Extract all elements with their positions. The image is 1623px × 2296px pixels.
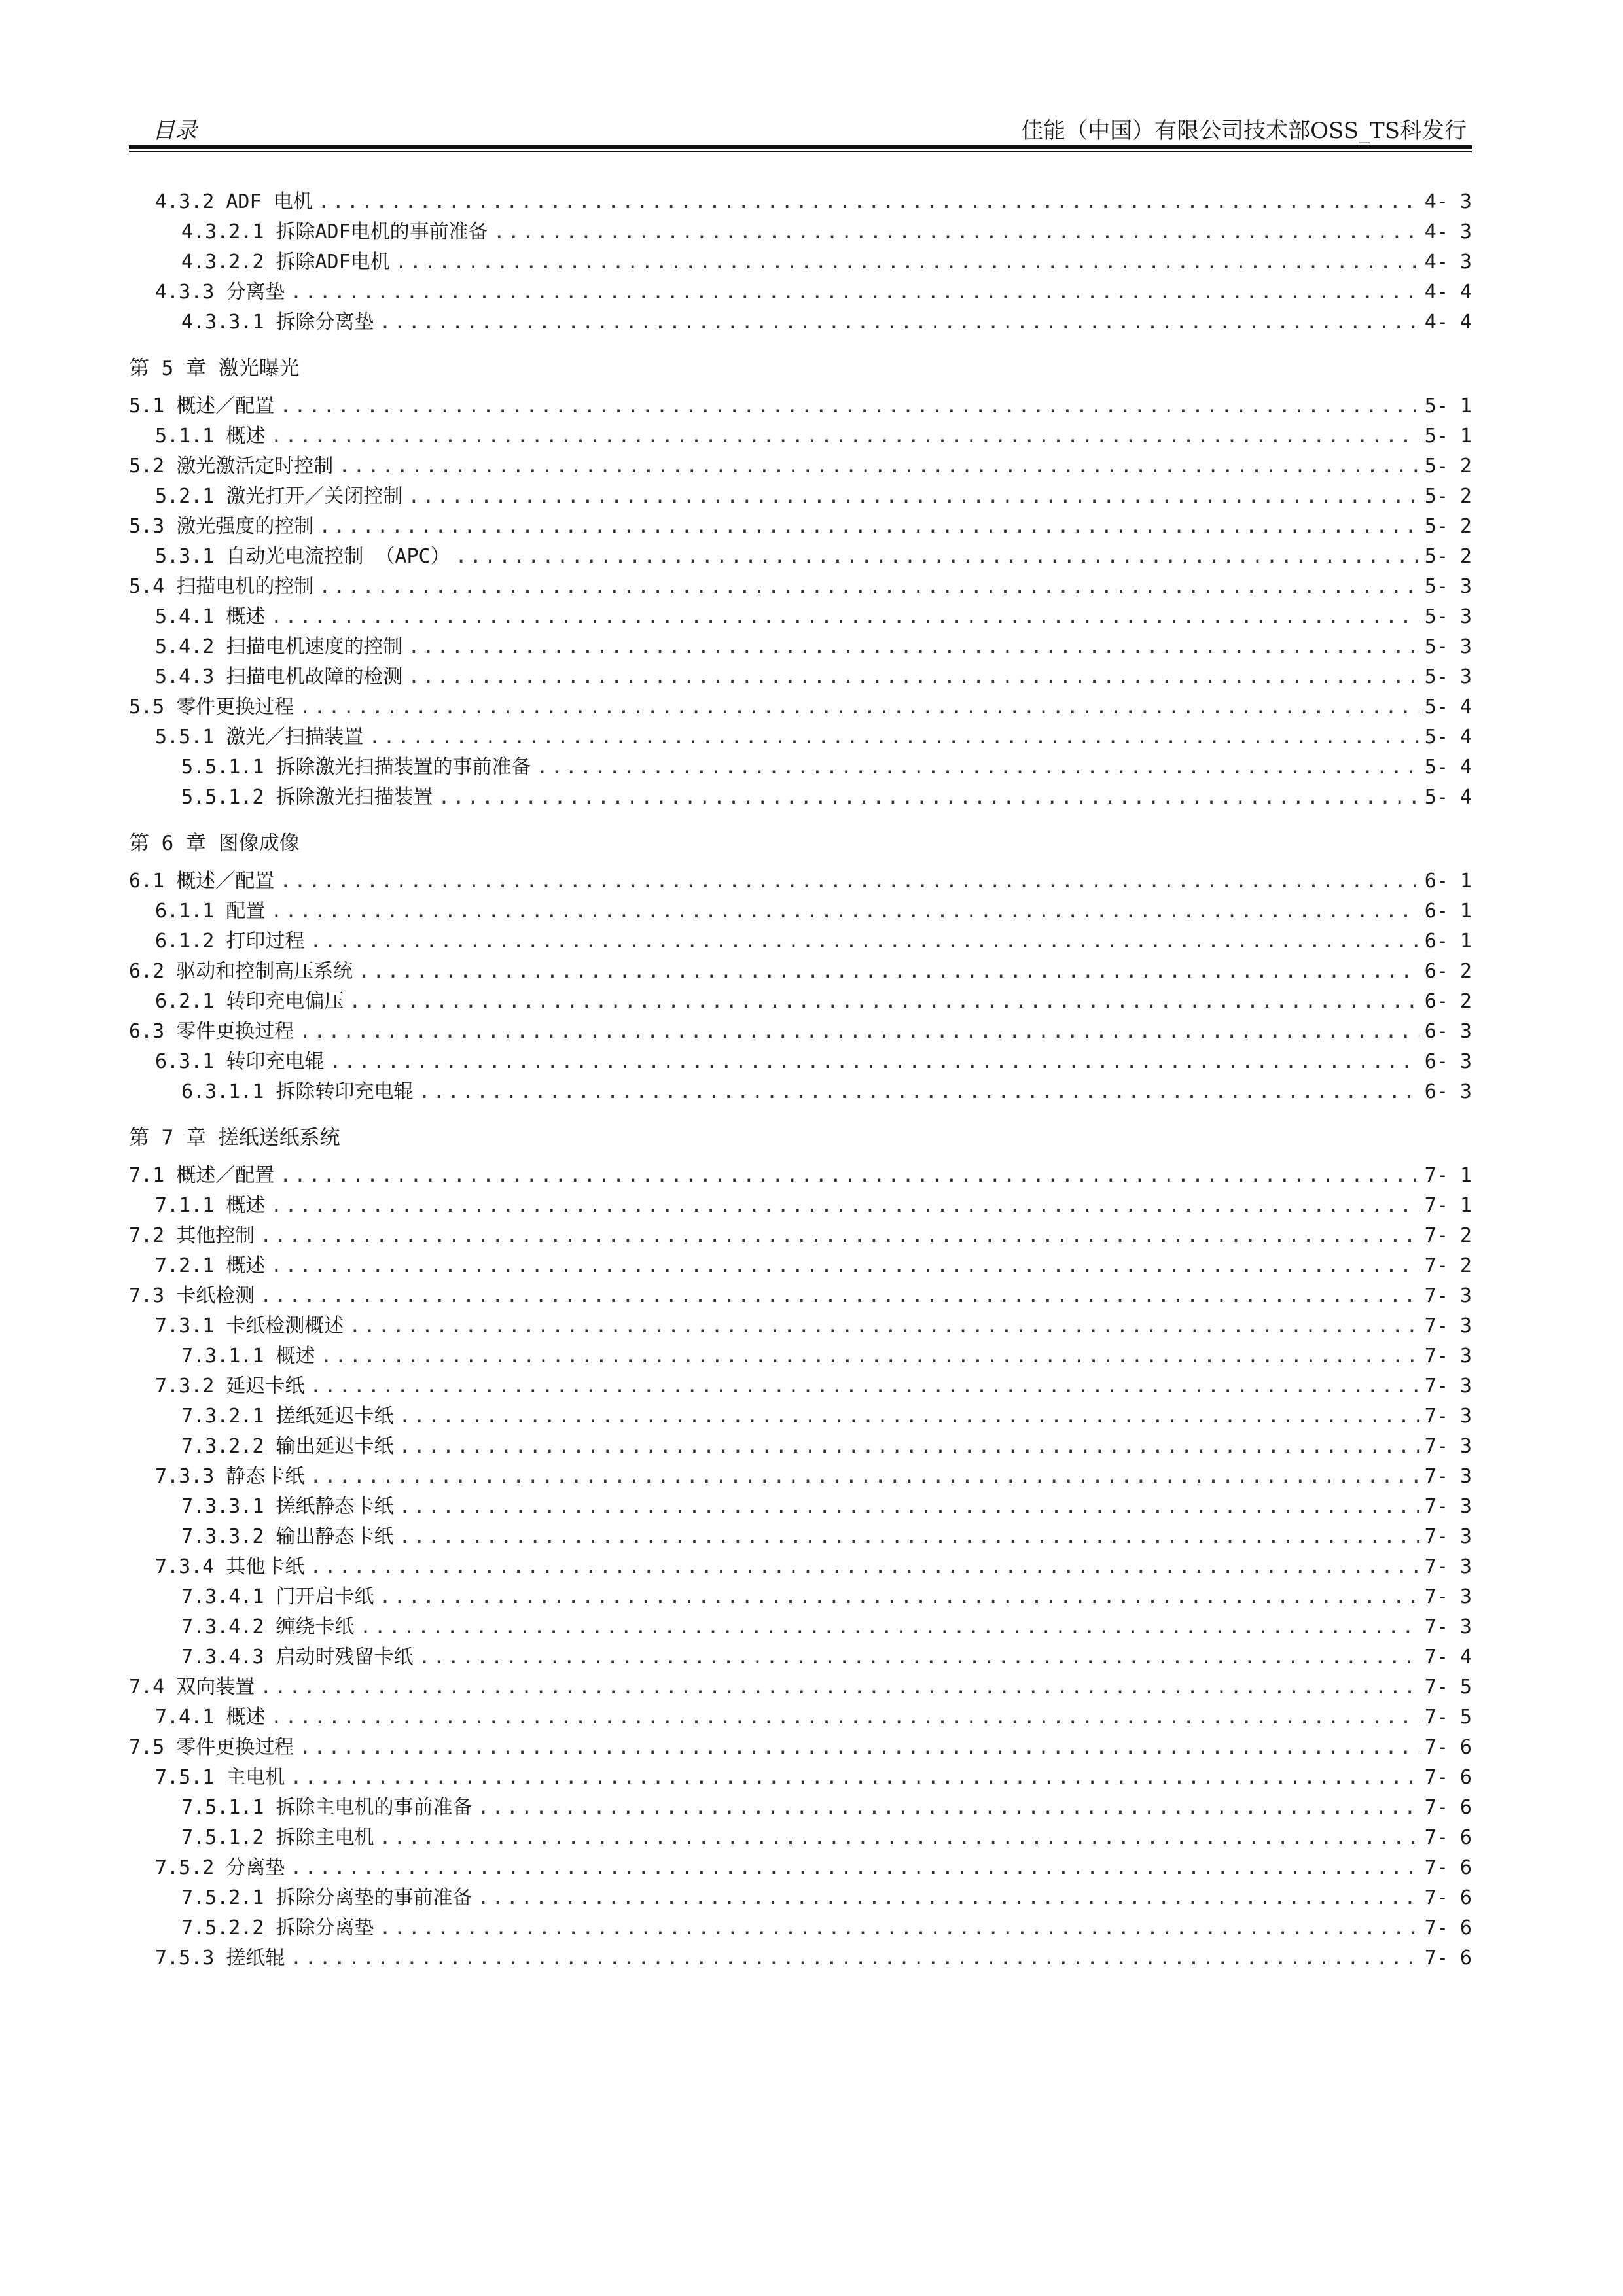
toc-entry-title: 7.3.2 延迟卡纸 bbox=[155, 1375, 305, 1398]
toc-entry-page: 5- 1 bbox=[1424, 425, 1472, 448]
toc-entry[interactable] bbox=[129, 308, 1472, 338]
toc-entry-title: 6.2.1 转印充电偏压 bbox=[155, 990, 344, 1013]
dot-leader bbox=[419, 1642, 1419, 1672]
toc-entry-title: 7.1.1 概述 bbox=[155, 1194, 266, 1217]
toc-entry-page: 6- 3 bbox=[1424, 1050, 1472, 1073]
toc-entry-title: 6.1.1 配置 bbox=[155, 900, 266, 923]
dot-leader bbox=[349, 1311, 1419, 1341]
dot-leader bbox=[299, 1733, 1419, 1763]
toc-entry[interactable] bbox=[129, 482, 1472, 512]
dot-leader bbox=[270, 421, 1419, 451]
toc-entry[interactable] bbox=[129, 987, 1472, 1017]
toc-entry[interactable] bbox=[129, 1191, 1472, 1221]
toc-entry-page: 4- 4 bbox=[1424, 311, 1472, 334]
toc-entry-title: 5.5.1.2 拆除激光扫描装置 bbox=[181, 786, 433, 809]
toc-entry-title: 4.3.2 ADF 电机 bbox=[155, 190, 313, 213]
toc-entry-page: 7- 1 bbox=[1424, 1194, 1472, 1217]
toc-entry-title: 5.1 概述／配置 bbox=[129, 395, 275, 417]
toc-entry[interactable] bbox=[129, 1612, 1472, 1642]
toc-entry[interactable] bbox=[129, 1733, 1472, 1763]
toc-entry[interactable] bbox=[129, 1251, 1472, 1281]
toc-entry-title: 7.1 概述／配置 bbox=[129, 1164, 275, 1187]
dot-leader bbox=[478, 1793, 1419, 1823]
toc-entry[interactable] bbox=[129, 1017, 1472, 1047]
toc-entry-page: 6- 1 bbox=[1424, 930, 1472, 953]
dot-leader bbox=[329, 1047, 1419, 1077]
toc-entry[interactable] bbox=[129, 1402, 1472, 1432]
toc-entry[interactable] bbox=[129, 602, 1472, 632]
toc-entry[interactable] bbox=[129, 1432, 1472, 1462]
toc-entry-title: 7.5.1.1 拆除主电机的事前准备 bbox=[181, 1796, 473, 1819]
toc-entry-title: 7.3.2.1 搓纸延迟卡纸 bbox=[181, 1405, 394, 1428]
dot-leader bbox=[310, 1371, 1419, 1402]
dot-leader bbox=[319, 512, 1419, 542]
dot-leader bbox=[399, 1492, 1419, 1522]
dot-leader bbox=[299, 1017, 1419, 1047]
toc-entry[interactable] bbox=[129, 752, 1472, 783]
toc-entry-page: 5- 3 bbox=[1424, 665, 1472, 688]
toc-entry-page: 7- 6 bbox=[1424, 1826, 1472, 1849]
toc-entry-title: 5.3.1 自动光电流控制 （APC） bbox=[155, 545, 450, 568]
dot-leader bbox=[260, 1281, 1419, 1311]
toc-entry-title: 7.3.1 卡纸检测概述 bbox=[155, 1315, 344, 1337]
toc-entry-page: 4- 3 bbox=[1424, 221, 1472, 243]
toc-entry-title: 7.3.1.1 概述 bbox=[181, 1345, 315, 1368]
dot-leader bbox=[279, 391, 1419, 421]
dot-leader bbox=[380, 1823, 1419, 1853]
toc-entry-page: 5- 2 bbox=[1424, 545, 1472, 568]
toc-entry-title: 5.4 扫描电机的控制 bbox=[129, 575, 314, 598]
toc-entry[interactable] bbox=[129, 896, 1472, 927]
toc-entry[interactable] bbox=[129, 1582, 1472, 1612]
toc-entry[interactable] bbox=[129, 1703, 1472, 1733]
toc-entry-title: 5.1.1 概述 bbox=[155, 425, 266, 448]
page-header bbox=[129, 109, 1472, 145]
dot-leader bbox=[270, 1251, 1419, 1281]
dot-leader bbox=[380, 1913, 1419, 1943]
dot-leader bbox=[380, 1582, 1419, 1612]
dot-leader bbox=[358, 957, 1419, 987]
toc-entry[interactable] bbox=[129, 1823, 1472, 1853]
toc-entry-page: 5- 4 bbox=[1424, 696, 1472, 718]
toc-entry[interactable] bbox=[129, 866, 1472, 896]
toc-entry[interactable] bbox=[129, 722, 1472, 752]
toc-entry-page: 7- 6 bbox=[1424, 1856, 1472, 1879]
toc-entry[interactable] bbox=[129, 421, 1472, 451]
toc-entry-page: 6- 1 bbox=[1424, 900, 1472, 923]
toc-entry-title: 7.4 双向装置 bbox=[129, 1676, 255, 1699]
dot-leader bbox=[318, 187, 1419, 217]
toc-entry[interactable] bbox=[129, 1161, 1472, 1191]
dot-leader bbox=[395, 247, 1419, 277]
dot-leader bbox=[310, 1552, 1419, 1582]
toc-entry-page: 7- 6 bbox=[1424, 1886, 1472, 1909]
toc-entry-title: 7.5.1 主电机 bbox=[155, 1766, 285, 1789]
toc-entry-title: 7.3.3.2 输出静态卡纸 bbox=[181, 1525, 394, 1548]
dot-leader bbox=[270, 1191, 1419, 1221]
dot-leader bbox=[270, 1703, 1419, 1733]
toc-entry-page: 7- 3 bbox=[1424, 1616, 1472, 1638]
toc-entry[interactable] bbox=[129, 512, 1472, 542]
toc-entry-title: 5.5.1 激光／扫描装置 bbox=[155, 726, 364, 749]
toc-entry[interactable] bbox=[129, 1943, 1472, 1973]
toc-entry[interactable] bbox=[129, 217, 1472, 247]
toc-entry-title: 4.3.3 分离垫 bbox=[155, 281, 285, 304]
toc-entry-title: 5.2.1 激光打开／关闭控制 bbox=[155, 485, 403, 508]
toc-entry-title: 6.1 概述／配置 bbox=[129, 870, 275, 892]
toc-entry-page: 7- 3 bbox=[1424, 1495, 1472, 1518]
dot-leader bbox=[419, 1077, 1419, 1107]
toc-entry-page: 7- 4 bbox=[1424, 1646, 1472, 1669]
toc-entry[interactable] bbox=[129, 692, 1472, 722]
table-of-contents bbox=[129, 187, 1472, 1973]
dot-leader bbox=[408, 632, 1419, 662]
toc-entry-page: 7- 3 bbox=[1424, 1375, 1472, 1398]
toc-entry-title: 7.3.2.2 输出延迟卡纸 bbox=[181, 1435, 394, 1458]
toc-entry[interactable] bbox=[129, 187, 1472, 217]
dot-leader bbox=[537, 752, 1419, 783]
toc-entry[interactable] bbox=[129, 1047, 1472, 1077]
toc-entry-title: 6.1.2 打印过程 bbox=[155, 930, 305, 953]
toc-entry-page: 7- 6 bbox=[1424, 1916, 1472, 1939]
toc-entry[interactable] bbox=[129, 927, 1472, 957]
toc-entry-page: 7- 1 bbox=[1424, 1164, 1472, 1187]
header-rule-thin bbox=[129, 151, 1472, 152]
toc-entry-page: 7- 3 bbox=[1424, 1555, 1472, 1578]
toc-entry-page: 7- 3 bbox=[1424, 1435, 1472, 1458]
toc-entry-title: 7.2.1 概述 bbox=[155, 1254, 266, 1277]
dot-leader bbox=[319, 572, 1419, 602]
dot-leader bbox=[408, 662, 1419, 692]
chapter-heading: 第 5 章 激光曝光 bbox=[129, 357, 300, 380]
toc-entry[interactable] bbox=[129, 1492, 1472, 1522]
toc-entry-page: 5- 2 bbox=[1424, 515, 1472, 538]
toc-entry[interactable] bbox=[129, 277, 1472, 308]
toc-entry[interactable] bbox=[129, 391, 1472, 421]
toc-entry-title: 5.4.3 扫描电机故障的检测 bbox=[155, 665, 403, 688]
toc-entry-title: 4.3.2.2 拆除ADF电机 bbox=[181, 251, 390, 274]
dot-leader bbox=[310, 1462, 1419, 1492]
toc-entry-page: 5- 3 bbox=[1424, 605, 1472, 628]
toc-entry[interactable] bbox=[129, 1913, 1472, 1943]
toc-entry-page: 5- 3 bbox=[1424, 635, 1472, 658]
toc-entry-page: 7- 3 bbox=[1424, 1315, 1472, 1337]
toc-entry-title: 7.5.3 搓纸辊 bbox=[155, 1947, 285, 1969]
toc-entry[interactable] bbox=[129, 662, 1472, 692]
toc-entry-title: 5.5.1.1 拆除激光扫描装置的事前准备 bbox=[181, 756, 531, 779]
toc-entry-page: 5- 3 bbox=[1424, 575, 1472, 598]
dot-leader bbox=[438, 783, 1419, 813]
toc-entry[interactable] bbox=[129, 1552, 1472, 1582]
toc-entry[interactable] bbox=[129, 1462, 1472, 1492]
toc-entry-page: 5- 4 bbox=[1424, 756, 1472, 779]
toc-entry-page: 7- 6 bbox=[1424, 1796, 1472, 1819]
toc-entry-page: 5- 2 bbox=[1424, 485, 1472, 508]
chapter-heading: 第 6 章 图像成像 bbox=[129, 832, 300, 855]
toc-entry-page: 7- 5 bbox=[1424, 1706, 1472, 1729]
toc-entry-page: 6- 1 bbox=[1424, 870, 1472, 892]
dot-leader bbox=[290, 277, 1419, 308]
toc-entry-title: 4.3.2.1 拆除ADF电机的事前准备 bbox=[181, 221, 488, 243]
header-section-label: 目录 bbox=[152, 118, 197, 144]
toc-entry-page: 6- 3 bbox=[1424, 1020, 1472, 1043]
toc-entry-page: 7- 3 bbox=[1424, 1284, 1472, 1307]
dot-leader bbox=[408, 482, 1419, 512]
toc-entry[interactable] bbox=[129, 451, 1472, 482]
toc-entry[interactable] bbox=[129, 1793, 1472, 1823]
toc-entry-page: 7- 3 bbox=[1424, 1585, 1472, 1608]
dot-leader bbox=[399, 1522, 1419, 1552]
toc-entry-page: 5- 2 bbox=[1424, 455, 1472, 478]
toc-entry[interactable] bbox=[129, 1883, 1472, 1913]
toc-entry-page: 7- 6 bbox=[1424, 1736, 1472, 1759]
toc-entry-page: 6- 3 bbox=[1424, 1080, 1472, 1103]
dot-leader bbox=[493, 217, 1419, 247]
toc-entry[interactable] bbox=[129, 1672, 1472, 1703]
dot-leader bbox=[290, 1763, 1419, 1793]
dot-leader bbox=[279, 1161, 1419, 1191]
toc-entry-page: 7- 3 bbox=[1424, 1345, 1472, 1368]
dot-leader bbox=[349, 987, 1419, 1017]
toc-entry[interactable] bbox=[129, 1311, 1472, 1341]
dot-leader bbox=[455, 542, 1419, 572]
toc-entry-page: 4- 3 bbox=[1424, 251, 1472, 274]
toc-entry-title: 4.3.3.1 拆除分离垫 bbox=[181, 311, 374, 334]
toc-entry[interactable] bbox=[129, 542, 1472, 572]
toc-entry-page: 7- 5 bbox=[1424, 1676, 1472, 1699]
toc-entry-title: 7.2 其他控制 bbox=[129, 1224, 255, 1247]
toc-entry-title: 7.3.4.1 门开启卡纸 bbox=[181, 1585, 374, 1608]
toc-entry-title: 5.4.1 概述 bbox=[155, 605, 266, 628]
toc-entry-title: 7.4.1 概述 bbox=[155, 1706, 266, 1729]
toc-entry-title: 5.4.2 扫描电机速度的控制 bbox=[155, 635, 403, 658]
toc-entry[interactable] bbox=[129, 1281, 1472, 1311]
toc-entry[interactable] bbox=[129, 1371, 1472, 1402]
dot-leader bbox=[260, 1221, 1419, 1251]
toc-entry-title: 7.3.3.1 搓纸静态卡纸 bbox=[181, 1495, 394, 1518]
header-publisher: 佳能（中国）有限公司技术部OSS_TS科发行 bbox=[1021, 118, 1467, 144]
toc-entry-page: 6- 2 bbox=[1424, 990, 1472, 1013]
toc-entry-page: 7- 2 bbox=[1424, 1254, 1472, 1277]
toc-entry-page: 7- 3 bbox=[1424, 1405, 1472, 1428]
toc-entry-title: 7.5.2.1 拆除分离垫的事前准备 bbox=[181, 1886, 473, 1909]
dot-leader bbox=[310, 927, 1419, 957]
dot-leader bbox=[279, 866, 1419, 896]
toc-entry-page: 7- 6 bbox=[1424, 1766, 1472, 1789]
toc-entry[interactable] bbox=[129, 783, 1472, 813]
chapter-heading: 第 7 章 搓纸送纸系统 bbox=[129, 1126, 340, 1150]
toc-entry[interactable] bbox=[129, 1853, 1472, 1883]
toc-entry-page: 7- 2 bbox=[1424, 1224, 1472, 1247]
dot-leader bbox=[321, 1341, 1419, 1371]
toc-entry[interactable] bbox=[129, 1341, 1472, 1371]
dot-leader bbox=[290, 1943, 1419, 1973]
toc-entry-page: 5- 4 bbox=[1424, 786, 1472, 809]
toc-entry[interactable] bbox=[129, 1763, 1472, 1793]
toc-entry-title: 6.3.1.1 拆除转印充电辊 bbox=[181, 1080, 414, 1103]
toc-entry-page: 7- 3 bbox=[1424, 1525, 1472, 1548]
toc-entry-title: 7.3 卡纸检测 bbox=[129, 1284, 255, 1307]
dot-leader bbox=[270, 602, 1419, 632]
toc-entry-title: 5.2 激光激活定时控制 bbox=[129, 455, 334, 478]
toc-entry-title: 6.3.1 转印充电辊 bbox=[155, 1050, 325, 1073]
toc-entry[interactable] bbox=[129, 1221, 1472, 1251]
dot-leader bbox=[478, 1883, 1419, 1913]
toc-entry-page: 6- 2 bbox=[1424, 960, 1472, 983]
toc-entry-title: 7.3.4.2 缠绕卡纸 bbox=[181, 1616, 355, 1638]
toc-entry-title: 7.5.2.2 拆除分离垫 bbox=[181, 1916, 374, 1939]
dot-leader bbox=[299, 692, 1419, 722]
toc-entry-page: 5- 1 bbox=[1424, 395, 1472, 417]
toc-entry[interactable] bbox=[129, 572, 1472, 602]
toc-entry-page: 4- 4 bbox=[1424, 281, 1472, 304]
toc-entry[interactable] bbox=[129, 632, 1472, 662]
toc-entry-page: 4- 3 bbox=[1424, 190, 1472, 213]
toc-entry-title: 6.3 零件更换过程 bbox=[129, 1020, 294, 1043]
toc-entry-title: 7.5 零件更换过程 bbox=[129, 1736, 294, 1759]
dot-leader bbox=[360, 1612, 1419, 1642]
toc-entry[interactable] bbox=[129, 1077, 1472, 1107]
toc-entry-title: 5.5 零件更换过程 bbox=[129, 696, 294, 718]
dot-leader bbox=[270, 896, 1419, 927]
toc-entry[interactable] bbox=[129, 1642, 1472, 1672]
toc-entry-page: 7- 6 bbox=[1424, 1947, 1472, 1969]
dot-leader bbox=[380, 308, 1419, 338]
dot-leader bbox=[399, 1402, 1419, 1432]
header-rule-thick bbox=[129, 145, 1472, 149]
toc-entry-title: 7.3.4.3 启动时残留卡纸 bbox=[181, 1646, 414, 1669]
toc-entry-title: 7.5.1.2 拆除主电机 bbox=[181, 1826, 374, 1849]
toc-entry-title: 5.3 激光强度的控制 bbox=[129, 515, 314, 538]
toc-entry-title: 7.5.2 分离垫 bbox=[155, 1856, 285, 1879]
toc-entry[interactable] bbox=[129, 1522, 1472, 1552]
toc-entry-page: 7- 3 bbox=[1424, 1465, 1472, 1488]
dot-leader bbox=[290, 1853, 1419, 1883]
dot-leader bbox=[338, 451, 1419, 482]
dot-leader bbox=[260, 1672, 1419, 1703]
dot-leader bbox=[368, 722, 1419, 752]
toc-entry-page: 5- 4 bbox=[1424, 726, 1472, 749]
toc-entry[interactable] bbox=[129, 247, 1472, 277]
toc-entry-title: 7.3.4 其他卡纸 bbox=[155, 1555, 305, 1578]
toc-entry-title: 7.3.3 静态卡纸 bbox=[155, 1465, 305, 1488]
dot-leader bbox=[399, 1432, 1419, 1462]
toc-entry[interactable] bbox=[129, 957, 1472, 987]
toc-entry-title: 6.2 驱动和控制高压系统 bbox=[129, 960, 353, 983]
